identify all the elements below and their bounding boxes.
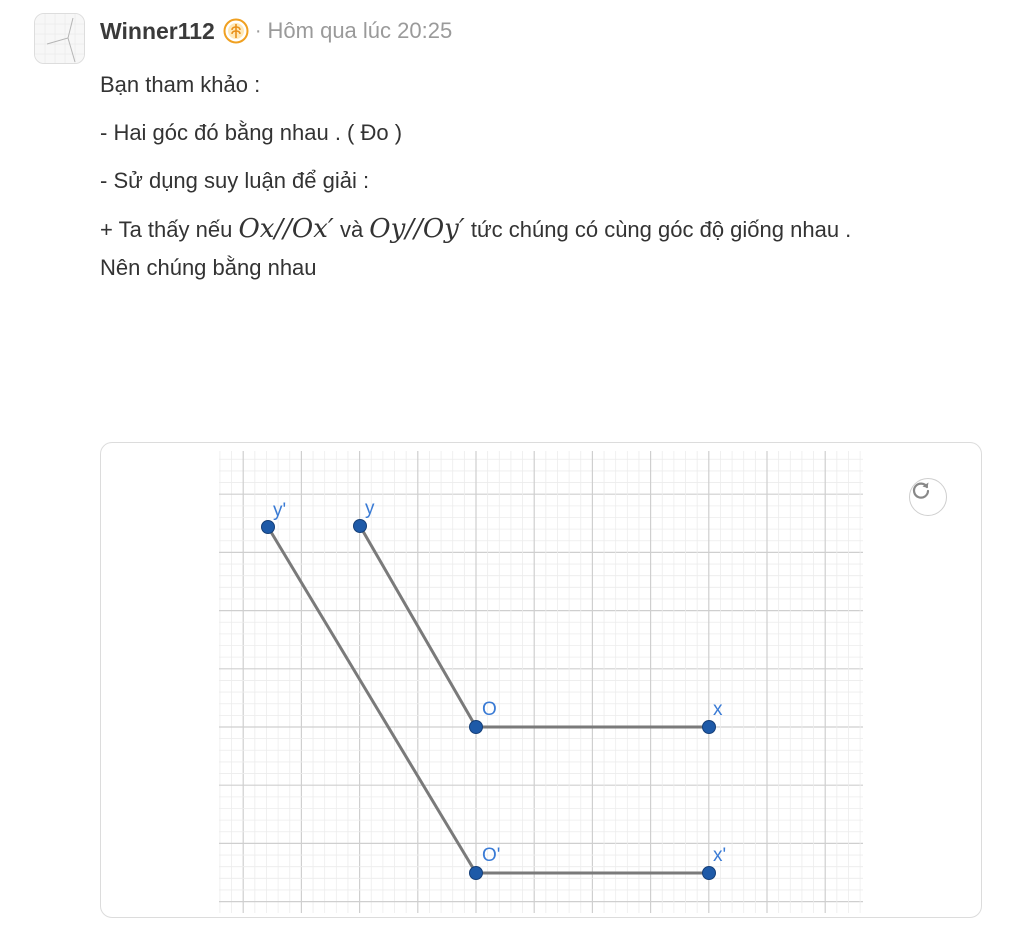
label-x-prime: x' [713, 845, 727, 866]
point-O [470, 721, 483, 734]
geometry-graph[interactable] [101, 443, 981, 917]
timestamp: Hôm qua lúc 20:25 [267, 18, 453, 43]
username[interactable]: Winner112 [100, 17, 215, 44]
post-body [100, 66, 990, 297]
paragraph-5: Nên chúng bằng nhau [100, 255, 317, 280]
reset-button[interactable] [909, 478, 947, 516]
label-x: x [713, 699, 723, 720]
paragraph-3: - Sử dụng suy luận để giải : [100, 168, 370, 193]
grid [219, 451, 863, 913]
math-oy-parallel: Oy//Oy′ [369, 214, 465, 244]
point-y [354, 520, 367, 533]
label-O-prime: O' [482, 845, 501, 866]
point-y-prime [262, 521, 275, 534]
header-separator: · [254, 19, 262, 42]
math-ox-parallel: Ox//Ox′ [238, 214, 334, 244]
avatar[interactable] [34, 13, 85, 64]
label-y: y [365, 498, 375, 519]
label-y-prime: y' [273, 500, 287, 521]
paragraph-1: Bạn tham khảo : [100, 72, 261, 97]
point-O-prime [470, 867, 483, 880]
post-header [100, 14, 452, 48]
paragraph-4-prefix: + Ta thấy nếu [100, 217, 239, 242]
point-x-prime [703, 867, 716, 880]
point-x [703, 721, 716, 734]
refresh-icon [910, 479, 932, 501]
geometry-applet[interactable] [100, 442, 982, 918]
paragraph-2: - Hai góc đó bằng nhau . ( Đo ) [100, 120, 403, 145]
label-O: O [482, 699, 497, 720]
wheat-medal-icon [223, 18, 249, 44]
avatar-thumbnail [35, 14, 85, 64]
segment-yprime-Oprime [268, 527, 476, 873]
paragraph-4 [100, 210, 990, 249]
paragraph-4-mid: và [333, 217, 370, 242]
paragraph-4-suffix: tức chúng có cùng góc độ giống nhau . [464, 217, 852, 242]
